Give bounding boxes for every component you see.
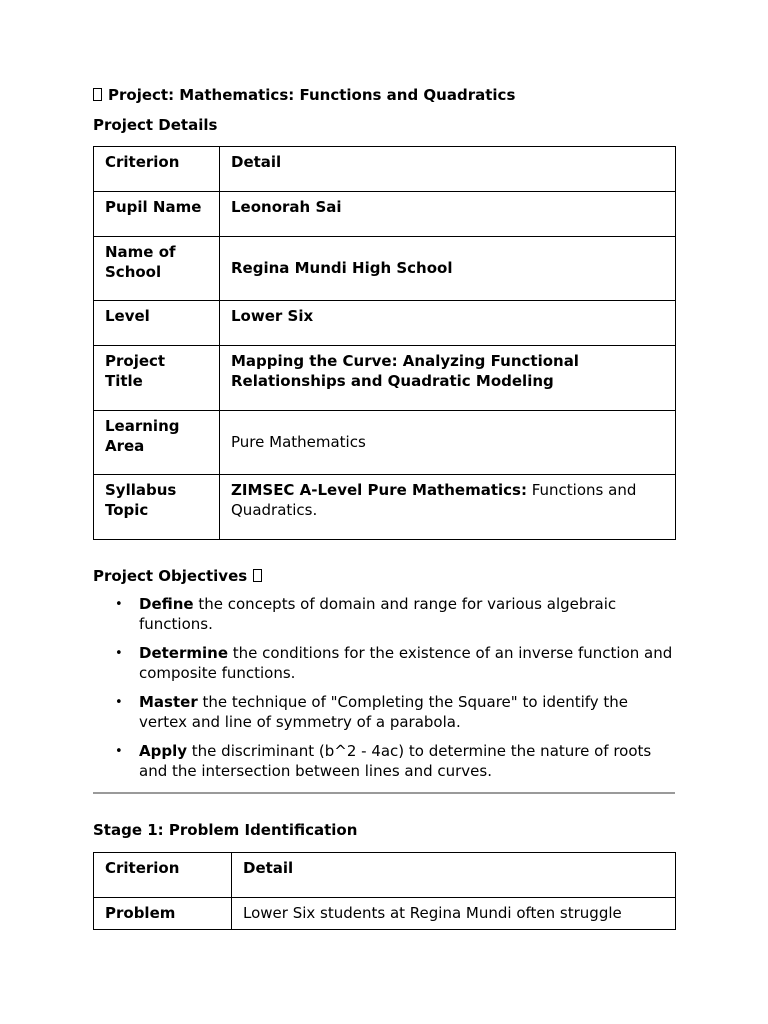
list-item [93,693,675,732]
table-row [94,475,676,540]
table-header-row [94,853,676,898]
table-row [94,411,676,475]
table-row [94,237,676,301]
detail-rest: Functions and Quadratics. [231,481,637,519]
missing-glyph-icon [93,88,102,101]
header-detail: Detail [220,147,676,192]
criterion-cell: Pupil Name [94,192,220,237]
detail-cell: Lower Six students at Regina Mundi often struggle [232,898,676,930]
objective-verb: Determine [139,644,228,662]
missing-glyph-icon [253,569,262,582]
bullet-icon: • [115,695,123,710]
bullet-icon: • [115,646,123,661]
table-header-row [94,147,676,192]
horizontal-divider [93,792,675,794]
objective-text: the conditions for the existence of an inverse function and composite functions. [139,644,673,682]
criterion-cell: Problem [94,898,232,930]
list-item [93,742,675,781]
objective-text: the discriminant (b^2 - 4ac) to determine the nature of roots and the intersection between lines and curves. [139,742,652,780]
table-row [94,192,676,237]
objective-verb: Define [139,595,194,613]
page-title-text: Project: Mathematics: Functions and Quadratics [108,86,516,104]
objectives-heading [93,567,262,585]
criterion-cell: Level [94,301,220,346]
criterion-cell: Project Title [94,346,220,411]
objective-verb: Apply [139,742,188,760]
detail-bold: ZIMSEC A-Level Pure Mathematics: [231,481,527,499]
detail-cell: Mapping the Curve: Analyzing Functional Relationships and Quadratic Modeling [220,346,676,411]
criterion-cell: Name of School [94,237,220,301]
detail-cell: Pure Mathematics [220,411,676,475]
criterion-cell: Learning Area [94,411,220,475]
stage1-table [93,852,676,930]
detail-cell: Regina Mundi High School [220,237,676,301]
header-criterion: Criterion [94,147,220,192]
objective-verb: Master [139,693,198,711]
detail-cell: Lower Six [220,301,676,346]
table-row [94,301,676,346]
list-item [93,595,675,634]
objectives-list [93,595,675,791]
header-detail: Detail [232,853,676,898]
objectives-heading-text: Project Objectives [93,567,248,585]
list-item [93,644,675,683]
table-row [94,346,676,411]
bullet-icon: • [115,744,123,759]
header-criterion: Criterion [94,853,232,898]
project-details-table [93,146,676,540]
table-row [94,898,676,930]
project-details-heading: Project Details [93,116,218,134]
objective-text: the technique of "Completing the Square" to identify the vertex and line of symmetry of a parabola. [139,693,629,731]
detail-cell [220,475,676,540]
stage1-heading: Stage 1: Problem Identification [93,821,358,839]
objective-text: the concepts of domain and range for various algebraic functions. [139,595,617,633]
criterion-cell: Syllabus Topic [94,475,220,540]
detail-cell: Leonorah Sai [220,192,676,237]
page-title [93,86,515,104]
bullet-icon: • [115,597,123,612]
